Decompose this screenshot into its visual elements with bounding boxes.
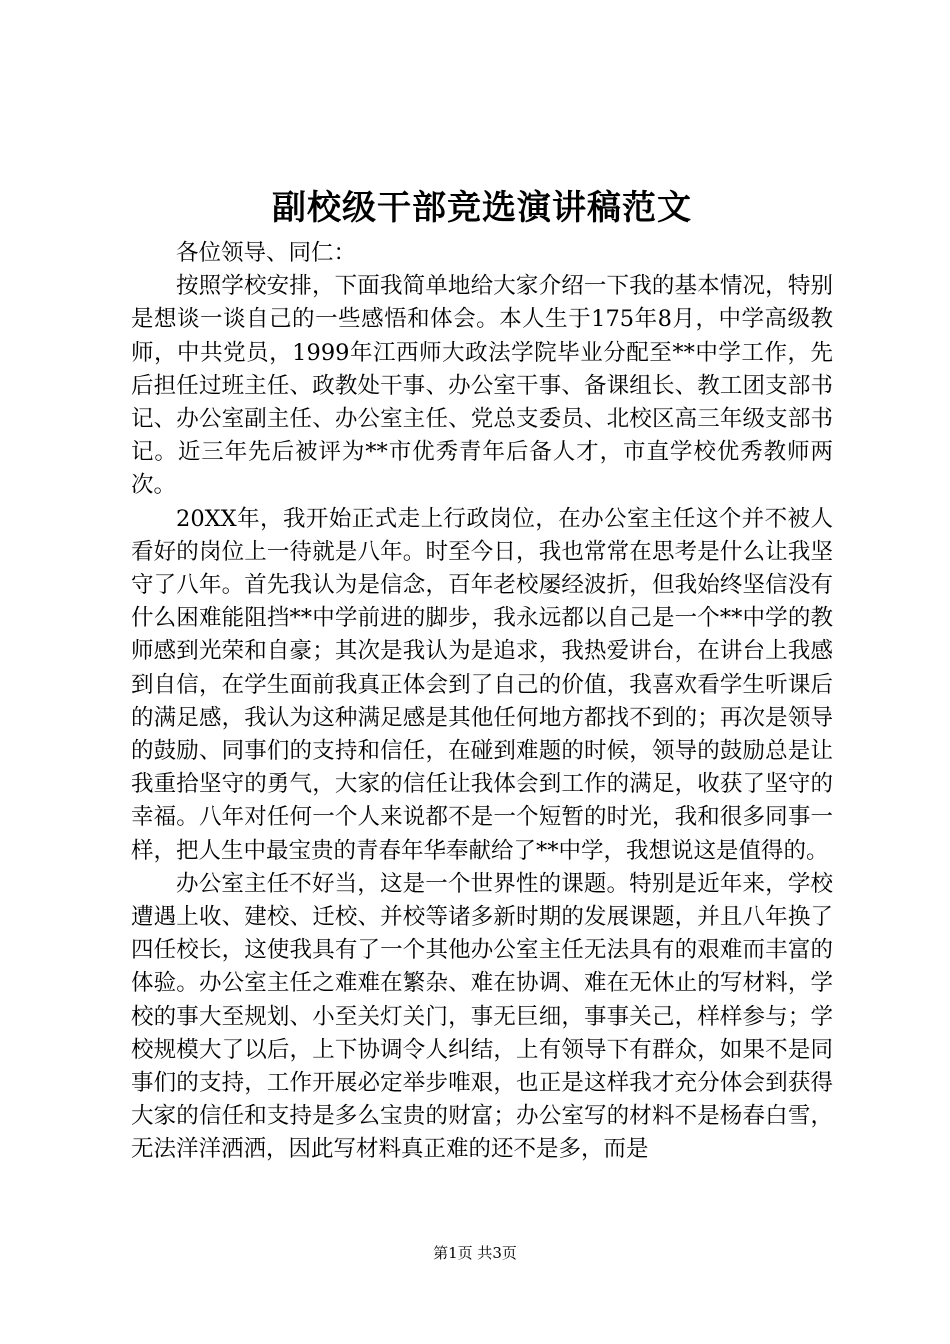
- page-footer: 第1页 共3页: [433, 1244, 517, 1262]
- paragraph-introduction: 按照学校安排，下面我简单地给大家介绍一下我的基本情况，特别是想谈一谈自己的一些感悟和体会。本人生于175年8月，中学高级教师，中共党员，1999年江西师大政法学院毕业分配至**中学工作，先后担任过班主任、政教处干事、办公室干事、备课组长、教工团支部书记、办公室副主任、办公室主任、党总支委员、北校区高三年级支部书记。近三年先后被评为**市优秀青年后备人才，市直学校优秀教师两次。: [131, 273, 833, 499]
- salutation: 各位领导、同仁：: [176, 240, 357, 266]
- paragraph-office-director: 办公室主任不好当，这是一个世界性的课题。特别是近年来，学校遭遇上收、建校、迁校、并校等诸多新时期的发展课题，并且八年换了四任校长，这使我具有了一个其他办公室主任无法具有的艰难而丰富的体验。办公室主任之难难在繁杂、难在协调、难在无休止的写材料，学校的事大至规划、小至关灯关门，事无巨细，事事关己，样样参与；学校规模大了以后，上下协调令人纠结，上有领导下有群众，如果不是同事们的支持，工作开展必定举步唯艰，也正是这样我才充分体会到获得大家的信任和支持是多么宝贵的财富；办公室写的材料不是杨春白雪，无法洋洋洒洒，因此写材料真正难的还不是多，而是: [131, 870, 833, 1163]
- paragraph-eight-years: 20XX年，我开始正式走上行政岗位，在办公室主任这个并不被人看好的岗位上一待就是八年。时至今日，我也常常在思考是什么让我坚守了八年。首先我认为是信念，百年老校屡经波折，但我始终坚信没有什么困难能阻挡**中学前进的脚步，我永远都以自己是一个**中学的教师感到光荣和自豪；其次是我认为是追求，我热爱讲台，在讲台上我感到自信，在学生面前我真正体会到了自己的价值，我喜欢看学生听课后的满足感，我认为这种满足感是其他任何地方都找不到的；再次是领导的鼓励、同事们的支持和信任，在碰到难题的时候，领导的鼓励总是让我重拾坚守的勇气，大家的信任让我体会到工作的满足，收获了坚守的幸福。八年对任何一个人来说都不是一个短暂的时光，我和很多同事一样，把人生中最宝贵的青春年华奉献给了**中学，我想说这是值得的。: [131, 505, 833, 864]
- document-page: [131, 185, 833, 1167]
- document-title: 副校级干部竞选演讲稿范文: [272, 188, 692, 228]
